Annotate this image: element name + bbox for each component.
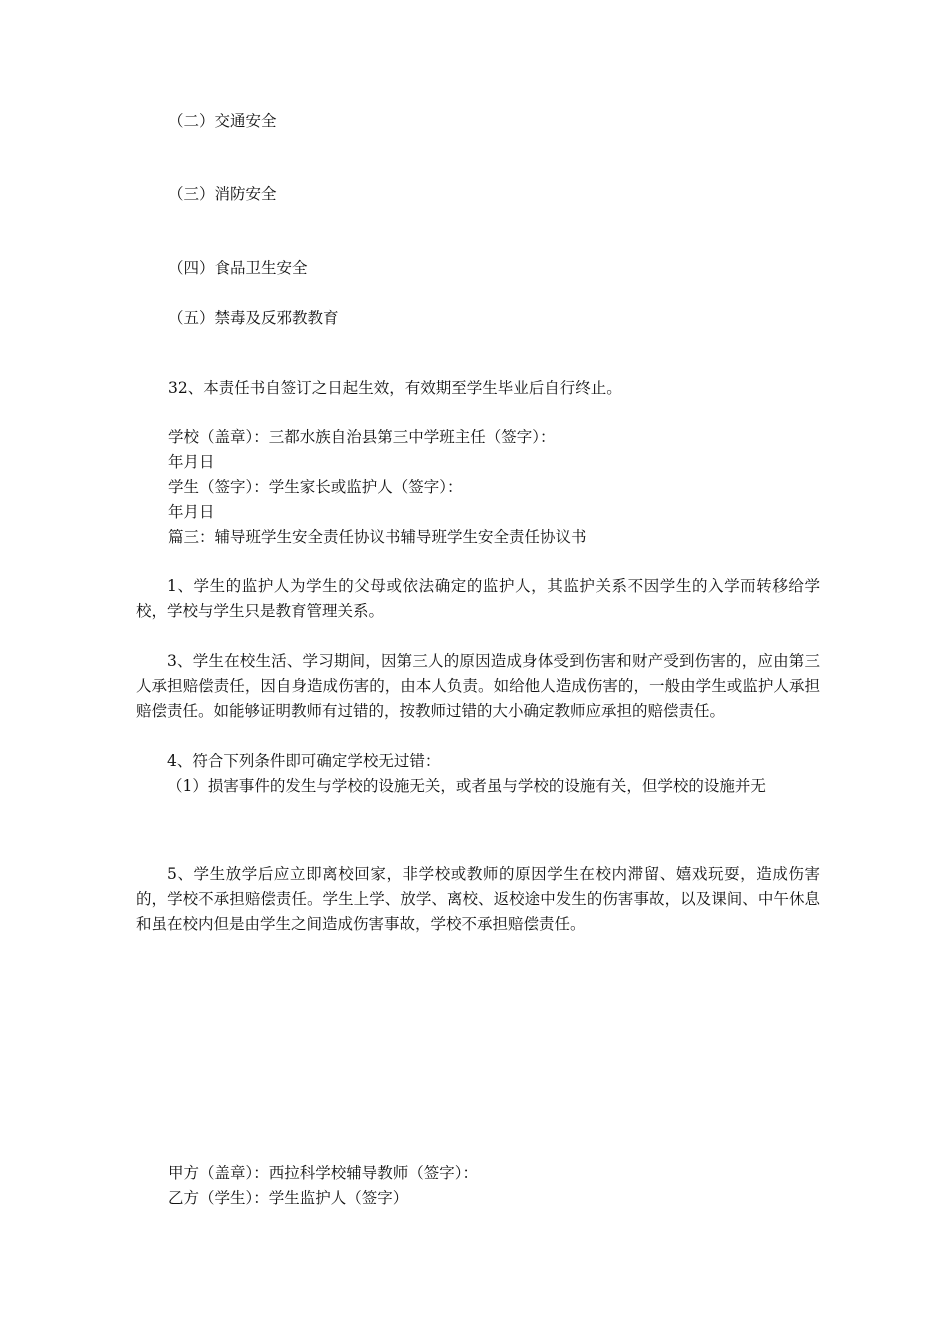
- date-line-2: 年月日: [168, 503, 215, 521]
- signature-party-b: 乙方（学生）：学生监护人（签字）: [168, 1189, 409, 1207]
- signature-school: 学校（盖章）：三都水族自治县第三中学班主任（签字）：: [168, 428, 556, 446]
- item-fire-safety: （三）消防安全: [168, 185, 277, 203]
- paragraph-1: 1、学生的监护人为学生的父母或依法确定的监护人，其监护关系不因学生的入学而转移给学校，学校与学生只是教育管理关系。: [136, 577, 820, 620]
- item-food-safety: （四）食品卫生安全: [168, 259, 308, 277]
- paragraph-5: 5、学生放学后应立即离校回家，非学校或教师的原因学生在校内滞留、嬉戏玩耍，造成伤害的，学校不承担赔偿责任。学生上学、放学、离校、返校途中发生的伤害事故，以及课间、中午休息和虽在校内但是由学生之间造成伤害事故，学校不承担赔偿责任。: [136, 865, 820, 933]
- date-line-1: 年月日: [168, 453, 215, 471]
- signature-student: 学生（签字）：学生家长或监护人（签字）：: [168, 478, 463, 496]
- item-anti-drug-education: （五）禁毒及反邪教教育: [168, 309, 339, 327]
- paragraph-4: 4、符合下列条件即可确定学校无过错：: [167, 752, 441, 770]
- clause-32: 32、本责任书自签订之日起生效，有效期至学生毕业后自行终止。: [168, 379, 622, 397]
- signature-party-a: 甲方（盖章）：西拉科学校辅导教师（签字）：: [168, 1164, 479, 1182]
- paragraph-3: 3、学生在校生活、学习期间，因第三人的原因造成身体受到伤害和财产受到伤害的，应由第三人承担赔偿责任，因自身造成伤害的，由本人负责。如给他人造成伤害的，一般由学生或监护人承担赔偿责任。如能够证明教师有过错的，按教师过错的大小确定教师应承担的赔偿责任。: [136, 652, 820, 720]
- item-traffic-safety: （二）交通安全: [168, 112, 277, 130]
- paragraph-4-1: （1）损害事件的发生与学校的设施无关，或者虽与学校的设施有关，但学校的设施并无: [167, 777, 766, 795]
- chapter-3-title: 篇三：辅导班学生安全责任协议书辅导班学生安全责任协议书: [168, 528, 587, 546]
